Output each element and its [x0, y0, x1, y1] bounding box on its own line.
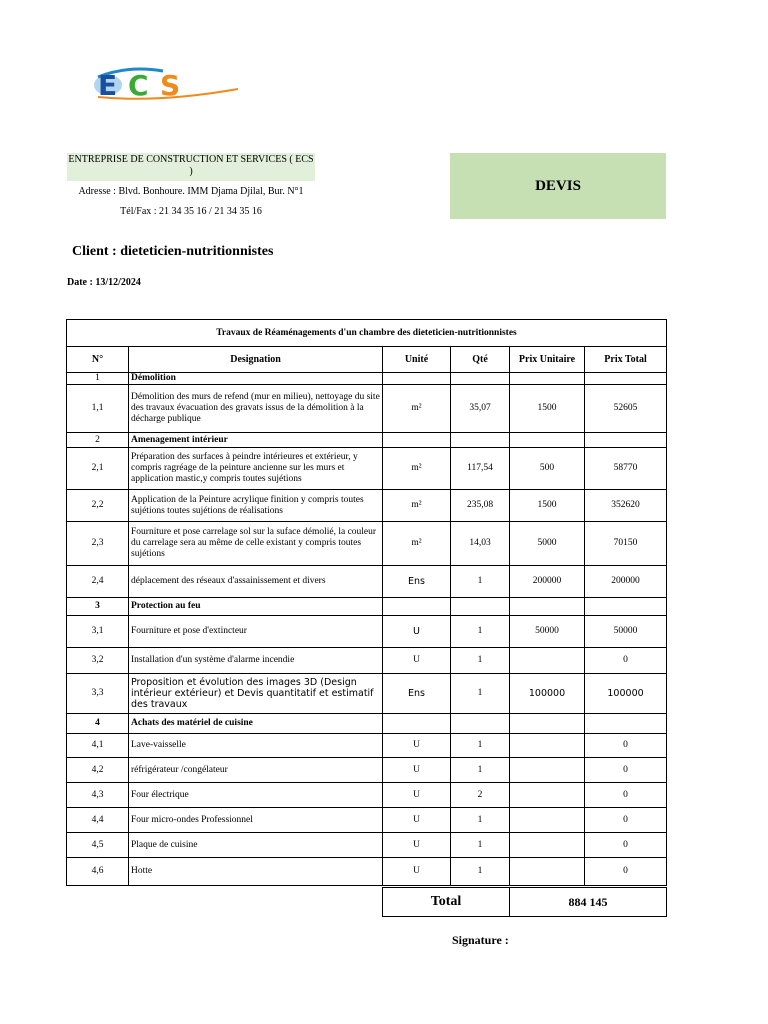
table-row [67, 522, 667, 566]
row-num: 4,3 [67, 783, 129, 808]
row-unit: U [383, 648, 451, 674]
row-qty: 1 [451, 734, 510, 758]
row-unit: U [383, 808, 451, 833]
row-unit: Ens [383, 566, 451, 598]
table-row [67, 566, 667, 598]
section-row [67, 598, 667, 616]
row-total-price: 0 [585, 808, 667, 833]
row-unit: U [383, 616, 451, 648]
row-designation: Préparation des surfaces à peindre intérieures et extérieur, y compris ragréage de la peinture ancienne sur les murs et application mastic,y compris toutes sujétions [129, 448, 383, 490]
row-qty: 1 [451, 648, 510, 674]
header-unit-price: Prix Unitaire [510, 347, 585, 373]
row-total-price: 58770 [585, 448, 667, 490]
company-phone: Tél/Fax : 21 34 35 16 / 21 34 35 16 [120, 206, 262, 217]
row-designation: Application de la Peinture acrylique finition y compris toutes sujétions toutes sujétions de réalisations [129, 490, 383, 522]
row-designation: Plaque de cuisine [129, 833, 383, 858]
header-qty: Qté [451, 347, 510, 373]
row-unit: m² [383, 448, 451, 490]
row-designation: Proposition et évolution des images 3D (Design intérieur extérieur) et Devis quantitatif et estimatif des travaux [129, 674, 383, 714]
row-num: 4,5 [67, 833, 129, 858]
table-row [67, 758, 667, 783]
svg-text:E: E [98, 69, 118, 102]
row-unit: U [383, 734, 451, 758]
document-date: Date : 13/12/2024 [67, 277, 141, 288]
total-value: 884 145 [510, 888, 667, 917]
row-total-price: 50000 [585, 616, 667, 648]
row-num: 3 [67, 598, 129, 616]
row-qty: 235,08 [451, 490, 510, 522]
row-total-price: 52605 [585, 385, 667, 433]
row-qty: 35,07 [451, 385, 510, 433]
row-num: 2,1 [67, 448, 129, 490]
row-total-price: 70150 [585, 522, 667, 566]
row-unit: U [383, 858, 451, 886]
row-total-price: 0 [585, 734, 667, 758]
row-unit: m² [383, 490, 451, 522]
table-row [67, 385, 667, 433]
row-unit-price [510, 808, 585, 833]
row-unit: U [383, 833, 451, 858]
row-designation: Lave-vaisselle [129, 734, 383, 758]
row-total-price: 0 [585, 758, 667, 783]
section-row [67, 433, 667, 448]
company-address: Adresse : Blvd. Bonhoure. IMM Djama Djilal, Bur. N°1 [78, 186, 304, 197]
row-num: 4,2 [67, 758, 129, 783]
total-table [382, 887, 667, 917]
row-total-price: 200000 [585, 566, 667, 598]
row-designation: Démolition des murs de refend (mur en milieu), nettoyage du site des travaux évacuation des gravats issus de la démolition à la décharge publique [129, 385, 383, 433]
row-unit-price: 200000 [510, 566, 585, 598]
row-unit: U [383, 783, 451, 808]
row-unit-price: 1500 [510, 490, 585, 522]
row-designation: réfrigérateur /congélateur [129, 758, 383, 783]
section-row [67, 714, 667, 734]
header-total-price: Prix Total [585, 347, 667, 373]
row-unit: U [383, 758, 451, 783]
row-total-price: 0 [585, 833, 667, 858]
row-qty: 14,03 [451, 522, 510, 566]
row-qty: 117,54 [451, 448, 510, 490]
row-designation: Amenagement intérieur [129, 433, 383, 448]
total-label: Total [383, 888, 510, 917]
row-designation: Achats des matériel de cuisine [129, 714, 383, 734]
row-num: 1 [67, 373, 129, 385]
row-unit-price: 100000 [510, 674, 585, 714]
row-designation: Four micro-ondes Professionnel [129, 808, 383, 833]
row-qty: 2 [451, 783, 510, 808]
section-row [67, 373, 667, 385]
document-title: DEVIS [450, 153, 666, 219]
row-designation: Installation d'un système d'alarme incendie [129, 648, 383, 674]
row-qty: 1 [451, 758, 510, 783]
row-designation: Protection au feu [129, 598, 383, 616]
row-designation: Démolition [129, 373, 383, 385]
row-num: 4,6 [67, 858, 129, 886]
row-unit-price [510, 858, 585, 886]
row-designation: Fourniture et pose carrelage sol sur la suface démolié, la couleur du carrelage sera au même de celle existant y compris toutes sujétions [129, 522, 383, 566]
table-row [67, 616, 667, 648]
table-row [67, 734, 667, 758]
row-unit: Ens [383, 674, 451, 714]
row-total-price: 352620 [585, 490, 667, 522]
row-total-price: 0 [585, 648, 667, 674]
table-title: Travaux de Réaménagements d'un chambre des dieteticien-nutritionnistes [67, 320, 667, 347]
company-logo [68, 55, 248, 113]
row-num: 2 [67, 433, 129, 448]
client-name: Client : dieteticien-nutritionnistes [72, 244, 274, 259]
row-designation: Four électrique [129, 783, 383, 808]
header-designation: Designation [129, 347, 383, 373]
svg-text:C: C [128, 69, 149, 102]
table-row [67, 833, 667, 858]
row-num: 4,1 [67, 734, 129, 758]
row-unit-price: 5000 [510, 522, 585, 566]
svg-text:S: S [160, 69, 181, 102]
header-unit: Unité [383, 347, 451, 373]
row-unit-price: 50000 [510, 616, 585, 648]
row-qty: 1 [451, 808, 510, 833]
row-total-price: 0 [585, 858, 667, 886]
row-designation: Fourniture et pose d'extincteur [129, 616, 383, 648]
table-row [67, 783, 667, 808]
row-unit-price [510, 783, 585, 808]
row-num: 3,1 [67, 616, 129, 648]
table-row [67, 490, 667, 522]
table-row [67, 674, 667, 714]
table-row [67, 448, 667, 490]
row-designation: déplacement des réseaux d'assainissement et divers [129, 566, 383, 598]
row-total-price: 100000 [585, 674, 667, 714]
row-unit-price: 1500 [510, 385, 585, 433]
row-num: 4,4 [67, 808, 129, 833]
table-row [67, 648, 667, 674]
quote-table [66, 319, 667, 886]
row-unit-price: 500 [510, 448, 585, 490]
row-num: 3,2 [67, 648, 129, 674]
row-unit: m² [383, 385, 451, 433]
row-num: 4 [67, 714, 129, 734]
table-row [67, 858, 667, 886]
row-total-price: 0 [585, 783, 667, 808]
row-num: 2,2 [67, 490, 129, 522]
table-row [67, 808, 667, 833]
header-num: N° [67, 347, 129, 373]
row-unit-price [510, 833, 585, 858]
row-qty: 1 [451, 833, 510, 858]
company-name: ENTREPRISE DE CONSTRUCTION ET SERVICES ( ECS ) [67, 153, 315, 181]
row-qty: 1 [451, 566, 510, 598]
row-num: 2,4 [67, 566, 129, 598]
row-num: 2,3 [67, 522, 129, 566]
row-num: 3,3 [67, 674, 129, 714]
row-unit-price [510, 758, 585, 783]
signature-label: Signature : [452, 933, 509, 947]
row-qty: 1 [451, 858, 510, 886]
row-designation: Hotte [129, 858, 383, 886]
row-qty: 1 [451, 616, 510, 648]
row-qty: 1 [451, 674, 510, 714]
row-unit-price [510, 734, 585, 758]
row-unit: m² [383, 522, 451, 566]
row-unit-price [510, 648, 585, 674]
row-num: 1,1 [67, 385, 129, 433]
